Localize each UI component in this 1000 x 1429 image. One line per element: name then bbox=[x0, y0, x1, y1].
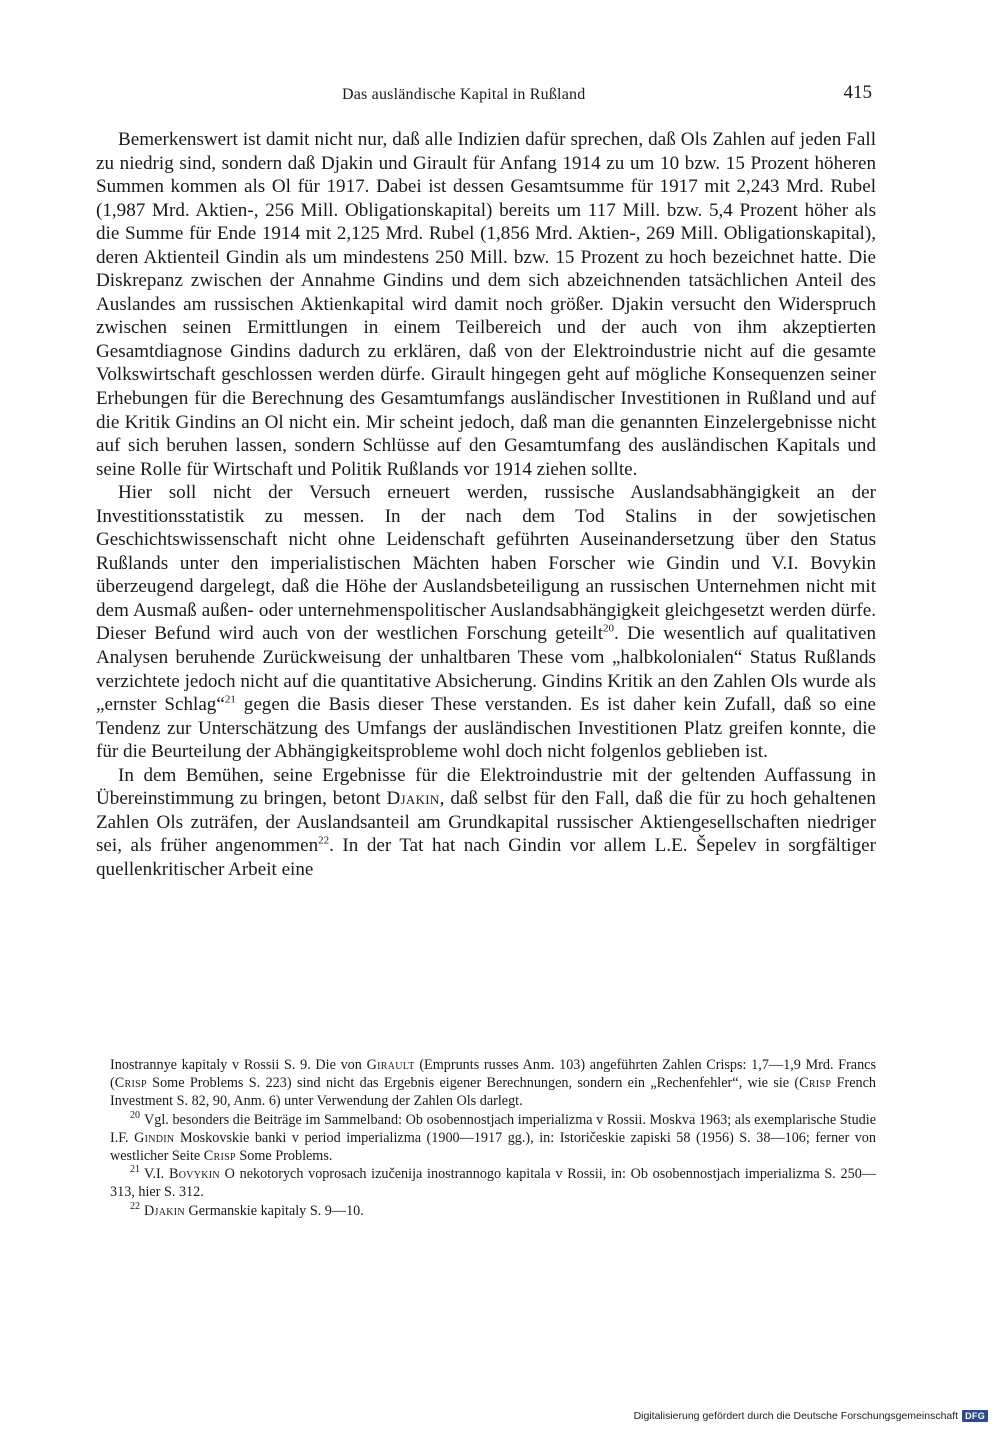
footnote-20 bbox=[110, 1111, 876, 1166]
footnote-continued-text-d: French Investment S. 82, 90, Anm. 6) unter Verwendung der Zahlen Ols darlegt. bbox=[110, 1075, 876, 1110]
author-name-crisp: Crisp bbox=[203, 1148, 236, 1165]
paragraph-3 bbox=[96, 764, 876, 882]
page-number: 415 bbox=[843, 82, 872, 103]
footnote-21-text-a: V.I. bbox=[144, 1166, 169, 1183]
credit-text: Digitalisierung gefördert durch die Deutsche Forschungsgemeinschaft bbox=[633, 1410, 959, 1422]
footnote-21 bbox=[110, 1165, 876, 1201]
paragraph-1-text: Bemerkenswert ist damit nicht nur, daß alle Indizien dafür sprechen, daß Ols Zahlen auf jeden Fall zu niedrig sind, sondern daß Djakin und Girault für Anfang 1914 zu um 10 bzw. 15 Prozent höheren Summen kommen als Ol für 1917. Dabei ist dessen Gesamtsumme für 1917 mit 2,243 Mrd. Rubel (1,987 Mrd. Aktien-, 256 Mill. Obligationskapital) bereits um 117 Mill. bzw. 5,4 Prozent höher als die Summe für Ende 1914 mit 2,125 Mrd. Rubel (1,856 Mrd. Aktien-, 269 Mill. Obligationskapital), deren Aktienteil Gindin als um mindestens 250 Mill. bzw. 15 Prozent zu hoch bezeichnet hatte. Die Diskrepanz zwischen der Annahme Gindins und dem sich abzeichnenden tatsächlichen Anteil des Auslandes am russischen Aktienkapital wird damit noch größer. Djakin versucht den Widerspruch zwischen seinen Ermittlungen in einem Teilbereich und der auch von ihm akzeptierten Gesamtdiagnose Gindins dadurch zu erklären, daß von der Elektroindustrie nicht auf die gesamte Volkswirtschaft geschlossen werden dürfe. Girault hingegen geht auf mögliche Konsequenzen seiner Erhebungen für die Berechnung des Gesamtumfangs ausländischer Investitionen in Rußland und auf die Kritik Gindins an Ol nicht ein. Mir scheint jedoch, daß man die genannten Einzelergebnisse nicht auf sich beruhen lassen, sondern Schlüsse auf den Gesamtumfang des ausländischen Kapitals und seine Rolle für Wirtschaft und Politik Rußlands vor 1914 ziehen sollte. bbox=[96, 129, 876, 480]
footnote-ref-20: 20 bbox=[603, 623, 615, 636]
author-name-djakin: Djakin bbox=[386, 788, 440, 810]
author-name-bovykin: Bovykin bbox=[168, 1166, 220, 1183]
digitization-credit bbox=[634, 1410, 988, 1422]
paragraph-2-text-c: gegen die Basis dieser These verstanden. Es ist daher kein Zufall, daß so eine Tendenz zur Unterschätzung des Umfangs der ausländischen Investitionen Platz greifen konnte, die für die Beurteilung der Abhängigkeitsprobleme wohl doch nicht folgenlos geblieben ist. bbox=[96, 694, 876, 763]
author-name-girault: Girault bbox=[366, 1057, 415, 1073]
author-name-djakin: Djakin bbox=[144, 1202, 185, 1219]
author-name-crisp: Crisp bbox=[114, 1075, 147, 1092]
footnote-ref-22: 22 bbox=[318, 835, 330, 848]
footnote-22 bbox=[110, 1202, 876, 1220]
footnote-continued-text-b: (Emprunts russes Anm. 103) angeführten Zahlen Crisps: 1,7—1,9 Mrd. Francs ( bbox=[110, 1057, 876, 1092]
footnote-21-text-b: O nekotorych voprosach izučenija inostrannogo kapitala v Rossii, in: Ob osobennostjach imperializma S. 250—313, hier S. 312. bbox=[110, 1166, 876, 1201]
running-title: Das ausländische Kapital in Rußland bbox=[342, 86, 586, 103]
footnote-continued bbox=[110, 1056, 876, 1111]
paragraph-3-text-b: , daß selbst für den Fall, daß die für zu hoch gehaltenen Zahlen Ols zuträfen, der Auslandsanteil am Grundkapital russischer Aktiengesellschaften niedriger sei, als früher angenommen bbox=[96, 788, 876, 857]
paragraph-3-text-a: In dem Bemühen, seine Ergebnisse für die Elektroindustrie mit der geltenden Auffassung in Übereinstimmung zu bringen, betont bbox=[96, 764, 876, 810]
footnote-22-text-a: Germanskie kapitaly S. 9—10. bbox=[184, 1202, 364, 1219]
footnote-ref-21: 21 bbox=[224, 693, 236, 706]
footnote-20-text-b: Moskovskie banki v period imperializma (1900—1917 gg.), in: Istoričeskie zapiski 58 (1956) S. 38—106; ferner von westlicher Seite bbox=[110, 1129, 876, 1165]
footnote-number: 21 bbox=[130, 1164, 140, 1176]
footnote-20-text-a: Vgl. besonders die Beiträge im Sammelband: Ob osobennostjach imperializma v Rossii. Moskva 1963; als exemplarische Studie I.F. bbox=[110, 1111, 876, 1146]
page-header bbox=[110, 82, 872, 112]
paragraph-3-text-c: . In der Tat hat nach Gindin vor allem L.E. Šepelev in sorgfältiger quellenkritischer Arbeit eine bbox=[96, 835, 876, 880]
paragraph-2 bbox=[96, 481, 876, 764]
paragraph-1 bbox=[96, 128, 876, 481]
footnote-number: 20 bbox=[130, 1109, 140, 1121]
footnotes bbox=[110, 1056, 876, 1220]
author-name-gindin: Gindin bbox=[134, 1129, 175, 1146]
dfg-logo-icon: DFG bbox=[962, 1410, 988, 1422]
footnote-number: 22 bbox=[130, 1200, 140, 1212]
paragraph-2-text-b: . Die wesentlich auf qualitativen Analysen beruhende Zurückweisung der unhaltbaren These vom „halbkolonialen“ Status Rußlands verzichtete jedoch nicht auf die quantitative Absicherung. Gindins Kritik an den Zahlen Ols wurde als „ernster Schlag“ bbox=[96, 623, 876, 716]
main-text bbox=[96, 128, 876, 882]
footnote-continued-text-a: Inostrannye kapitaly v Rossii S. 9. Die von bbox=[110, 1057, 367, 1073]
paragraph-2-text-a: Hier soll nicht der Versuch erneuert werden, russische Auslandsabhängigkeit an der Investitionsstatistik zu messen. In der nach dem Tod Stalins in der sowjetischen Geschichtswissenschaft nicht ohne Leidenschaft geführten Auseinandersetzung über den Status Rußlands unter den imperialistischen Mächten haben Forscher wie Gindin und V.I. Bovykin überzeugend dargelegt, daß die Höhe der Auslandsbeteiligung an russischen Unternehmen nicht mit dem Ausmaß außen- oder unternehmenspolitischer Auslandsabhängigkeit gleichgesetzt werden dürfe. Dieser Befund wird auch von der westlichen Forschung geteilt bbox=[96, 482, 876, 645]
author-name-crisp: Crisp bbox=[799, 1075, 832, 1092]
footnote-continued-text-c: Some Problems S. 223) sind nicht das Ergebnis eigener Berechnungen, sondern ein „Rechenfehler“, wie sie ( bbox=[146, 1075, 800, 1092]
footnote-20-text-c: Some Problems. bbox=[235, 1148, 333, 1165]
